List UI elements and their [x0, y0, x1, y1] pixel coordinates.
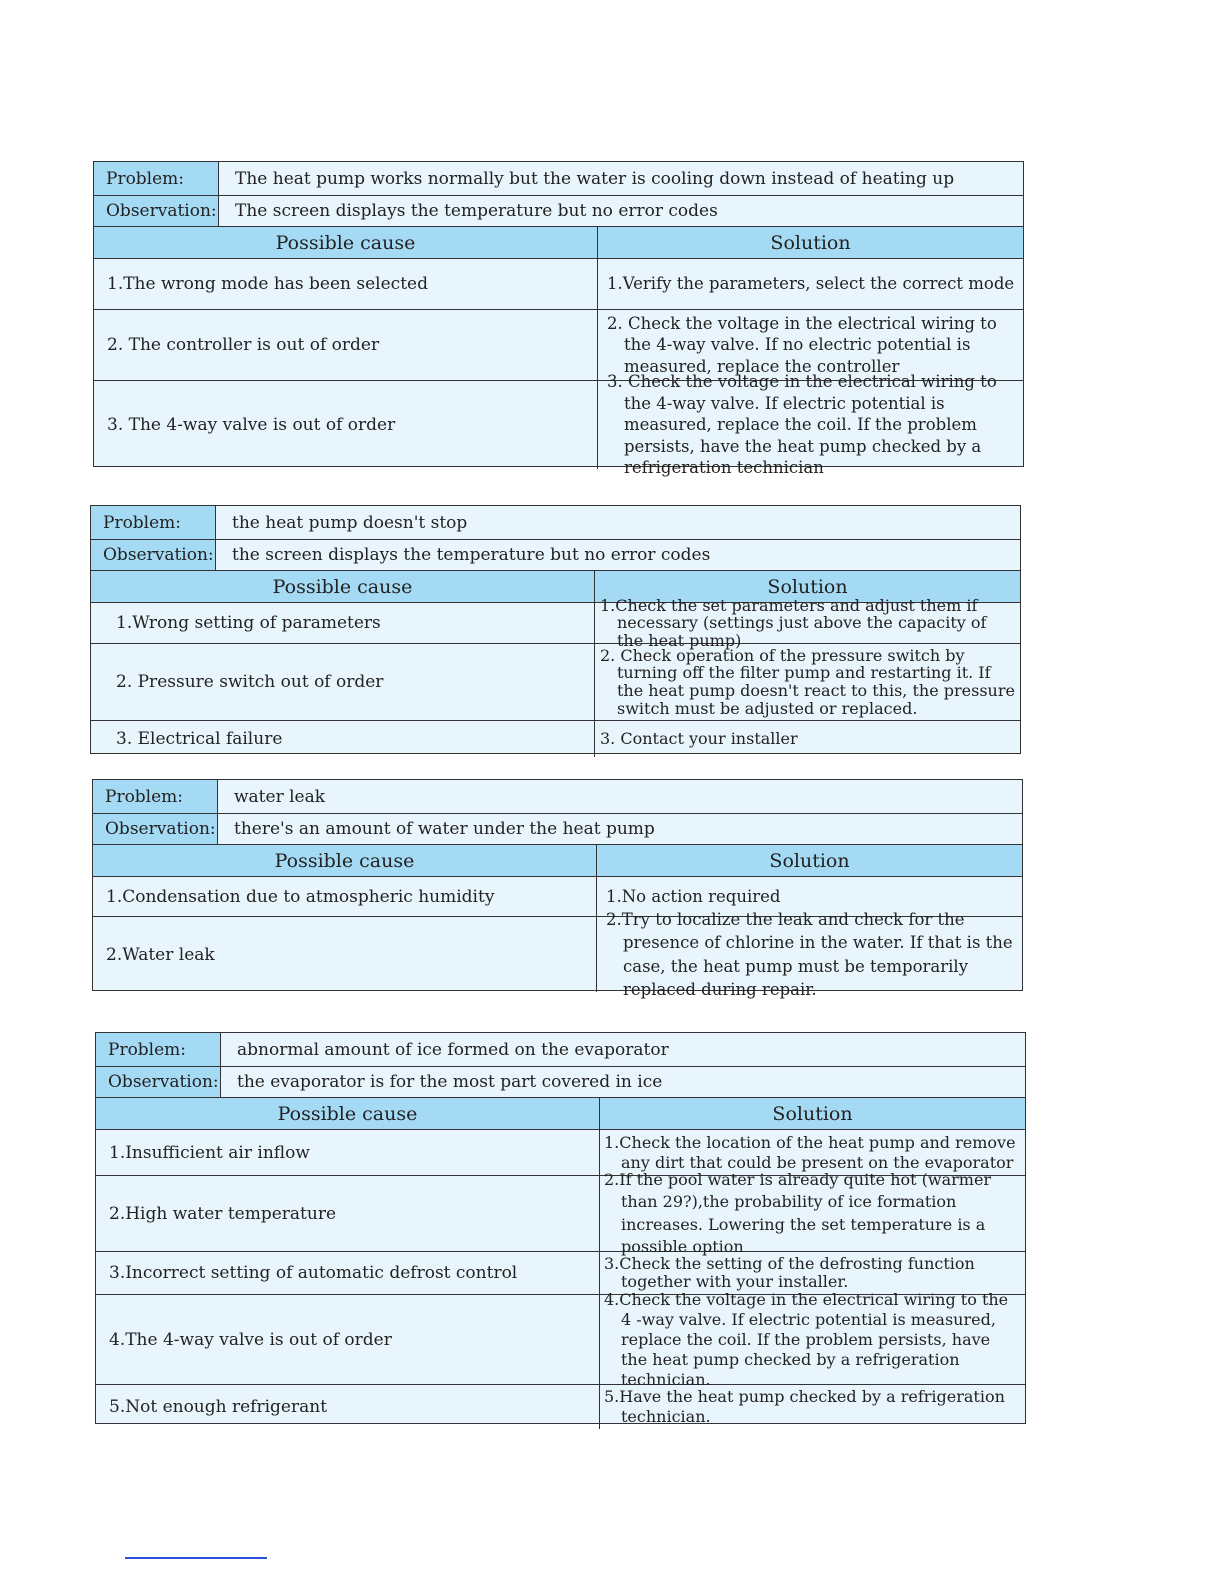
- possible-cause-header: Possible cause: [94, 227, 598, 258]
- table-row: [96, 1385, 1025, 1429]
- cause-cell: 3. Electrical failure: [91, 721, 595, 757]
- column-header-row: [93, 845, 1022, 877]
- troubleshooting-table-3: [92, 779, 1023, 999]
- problem-row: [93, 780, 1022, 814]
- problem-label: Problem:: [96, 1033, 221, 1066]
- solution-cell: [600, 1385, 1025, 1429]
- table-row: [93, 910, 1022, 999]
- problem-text: water leak: [218, 780, 1022, 813]
- solution-header: Solution: [770, 231, 851, 254]
- cause-cell: 1.The wrong mode has been selected: [94, 259, 598, 309]
- cause-cell: 2. The controller is out of order: [94, 310, 598, 380]
- observation-text: The screen displays the temperature but no error codes: [219, 196, 1023, 226]
- cause-cell: 4.The 4-way valve is out of order: [96, 1295, 600, 1384]
- possible-cause-header: Possible cause: [93, 845, 597, 876]
- solution-text: 3. Contact your installer: [600, 729, 798, 749]
- observation-label: Observation:: [91, 540, 216, 570]
- solution-cell: [597, 910, 1022, 999]
- solution-cell: [598, 310, 1023, 380]
- observation-label: Observation:: [93, 814, 218, 844]
- observation-row: [93, 814, 1022, 845]
- solution-text: 1.Check the location of the heat pump and remove any dirt that could be present on the evaporator: [604, 1132, 1016, 1172]
- solution-cell: [595, 721, 1020, 757]
- troubleshooting-table-1: [93, 161, 1024, 478]
- problem-label: Problem:: [93, 780, 218, 813]
- solution-text: 2. Check operation of the pressure switch by turning off the filter pump and restarting it. If the heat pump doesn't react to this, the pressure switch must be adjusted or replaced.: [600, 645, 1015, 718]
- solution-text: 1.Verify the parameters, select the correct mode: [607, 274, 1015, 294]
- observation-label: Observation:: [96, 1067, 221, 1097]
- observation-text: there's an amount of water under the heat pump: [218, 814, 1022, 844]
- table-row: [96, 1289, 1025, 1389]
- troubleshooting-table-4: [95, 1032, 1026, 1424]
- column-header-row: [96, 1098, 1025, 1130]
- observation-row: [91, 540, 1020, 571]
- troubleshooting-table-2: [90, 505, 1021, 754]
- cause-cell: 2. Pressure switch out of order: [91, 644, 595, 720]
- observation-row: [94, 196, 1023, 227]
- solution-text: 2.Try to localize the leak and check for the presence of chlorine in the water. If that is the case, the heat pump must be temporarily replaced during repair.: [606, 910, 1013, 999]
- solution-text: 4.Check the voltage in the electrical wiring to the 4 -way valve. If electric potential is measured, replace the coil. If the problem persists, have the heat pump checked by a refrigeration technician.: [604, 1289, 1009, 1389]
- solution-cell: [600, 1252, 1025, 1294]
- problem-row: [94, 162, 1023, 196]
- problem-row: [91, 506, 1020, 540]
- cause-cell: 1.Wrong setting of parameters: [91, 603, 595, 643]
- solution-cell: [600, 1289, 1025, 1389]
- solution-text: 1.Check the set parameters and adjust them if necessary (settings just above the capacity of the heat pump): [600, 595, 987, 650]
- solution-text: 3. Check the voltage in the electrical wiring to the 4-way valve. If electric potential is measured, replace the coil. If the problem persists, have the heat pump checked by a refrigeration technician: [607, 372, 997, 478]
- table-row: [96, 1169, 1025, 1256]
- solution-text: 5.Have the heat pump checked by a refrigeration technician.: [604, 1387, 1005, 1426]
- observation-row: [96, 1067, 1025, 1098]
- solution-cell: [600, 1169, 1025, 1256]
- table-row: [94, 310, 1023, 381]
- observation-text: the evaporator is for the most part covered in ice: [221, 1067, 1025, 1097]
- solution-text: 1.No action required: [606, 886, 781, 906]
- cause-cell: 2.High water temperature: [96, 1176, 600, 1251]
- problem-row: [96, 1033, 1025, 1067]
- solution-header: Solution: [769, 849, 850, 872]
- solution-text: 3.Check the setting of the defrosting function together with your installer.: [604, 1254, 975, 1291]
- table-row: [94, 372, 1023, 478]
- column-header-row: [94, 227, 1023, 259]
- problem-text: the heat pump doesn't stop: [216, 506, 1020, 539]
- solution-text: 2. Check the voltage in the electrical wiring to the 4-way valve. If no electric potential is measured, replace the controller: [607, 313, 997, 376]
- cause-cell: 3.Incorrect setting of automatic defrost control: [96, 1252, 600, 1294]
- solution-header: Solution: [772, 1102, 853, 1125]
- cause-cell: 1.Insufficient air inflow: [96, 1130, 600, 1175]
- table-row: [91, 595, 1020, 650]
- table-row: [91, 721, 1020, 757]
- cause-cell: 1.Condensation due to atmospheric humidity: [93, 877, 597, 916]
- problem-text: The heat pump works normally but the water is cooling down instead of heating up: [219, 162, 1023, 195]
- cause-cell: 2.Water leak: [93, 917, 597, 992]
- observation-label: Observation:: [94, 196, 219, 226]
- problem-label: Problem:: [94, 162, 219, 195]
- possible-cause-header: Possible cause: [91, 571, 595, 602]
- table-row: [91, 644, 1020, 721]
- footer-rule: [125, 1557, 267, 1559]
- solution-cell: [595, 595, 1020, 650]
- solution-cell: [598, 259, 1023, 309]
- cause-cell: 5.Not enough refrigerant: [96, 1385, 600, 1429]
- possible-cause-header: Possible cause: [96, 1098, 600, 1129]
- table-row: [94, 259, 1023, 310]
- problem-label: Problem:: [91, 506, 216, 539]
- problem-text: abnormal amount of ice formed on the evaporator: [221, 1033, 1025, 1066]
- solution-header: Solution: [767, 575, 848, 598]
- solution-text: 2.If the pool water is already quite hot (warmer than 29?),the probability of ice formation increases. Lowering the set temperature is a possible option: [604, 1169, 992, 1256]
- observation-text: the screen displays the temperature but no error codes: [216, 540, 1020, 570]
- solution-cell: [598, 372, 1023, 478]
- cause-cell: 3. The 4-way valve is out of order: [94, 381, 598, 469]
- solution-cell: [595, 644, 1020, 720]
